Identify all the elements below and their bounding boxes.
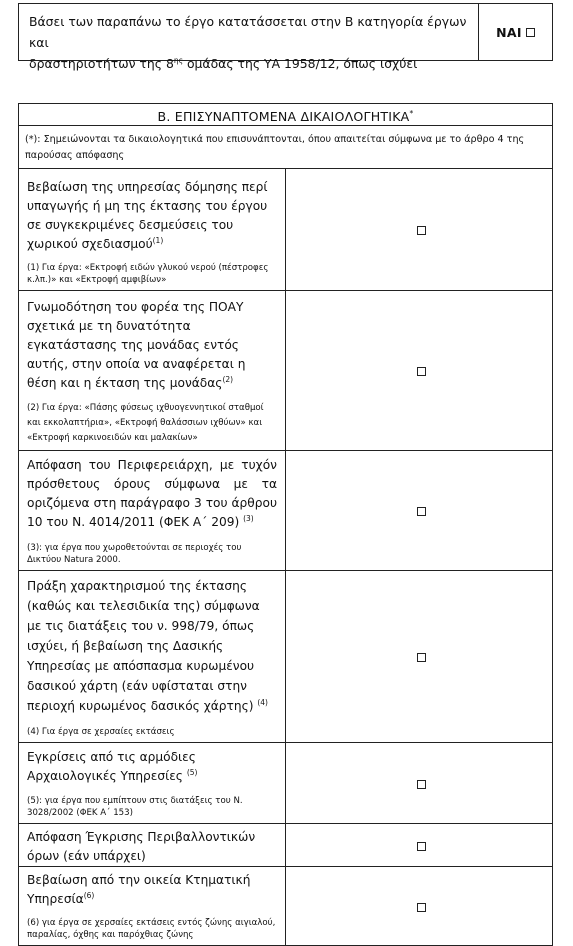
checkbox-cell: [286, 571, 553, 743]
row-content: [19, 451, 286, 571]
classification-text: [19, 4, 479, 71]
footnote-ref: (5): [186, 767, 198, 777]
classification-sup: ης: [173, 55, 183, 65]
table-row: [19, 824, 553, 867]
checkbox-cell: [286, 169, 553, 291]
row-checkbox[interactable]: [417, 780, 426, 789]
checkbox-cell: [286, 867, 553, 946]
classification-line-2a: δραστηριοτήτων της 8: [29, 56, 174, 71]
row-footnote: (2) Για έργα: «Πάσης φύσεως ιχθυογεννητικοί σταθμοί και εκκολαπτήρια», «Εκτροφή θαλάσσιων ιχθύων» και «Εκτροφή καρκινοειδών και μαλακίων»: [27, 403, 264, 443]
section-header-row: [19, 104, 553, 126]
row-content: [19, 291, 286, 451]
row-footnote: (5): για έργα που εμπίπτουν στις διατάξεις του Ν. 3028/2002 (ΦΕΚ Α΄ 153): [27, 796, 243, 818]
row-content: [19, 169, 286, 291]
yes-checkbox[interactable]: [526, 28, 535, 37]
section-note-cell: [19, 126, 553, 169]
yes-label: ΝΑΙ: [496, 24, 522, 40]
row-content: [19, 743, 286, 824]
table-row: [19, 451, 553, 571]
section-note: (*): Σημειώνονται τα δικαιολογητικά που επισυνάπτονται, όπου απαιτείται σύμφωνα με το άρθρο 4 της παρούσας απόφασης: [25, 134, 525, 161]
table-row: [19, 743, 553, 824]
row-checkbox[interactable]: [417, 842, 426, 851]
row-main-label: Απόφαση του Περιφερειάρχη, με τυχόν πρόσθετους όρους σύμφωνα με τα οριζόμενα στη παράγραφο 3 του άρθρου 10 του Ν. 4014/2011 (ΦΕΚ Α΄ 209): [27, 458, 277, 529]
table-row: [19, 867, 553, 946]
row-main-label: Γνωμοδότηση του φορέα της ΠΟΑΥ σχετικά με τη δυνατότητα εγκατάστασης της μονάδας εντός αυτής, στην οποία να αναφέρεται η θέση και η έκταση της μονάδας: [27, 300, 246, 390]
checkbox-cell: [286, 743, 553, 824]
section-title-text: Β. ΕΠΙΣΥΝΑΠΤΟΜΕΝΑ ΔΙΚΑΙΟΛΟΓΗΤΙΚΑ: [157, 109, 410, 124]
row-footnote: (4) Για έργα σε χερσαίες εκτάσεις: [27, 727, 175, 737]
row-main-label: Απόφαση Έγκρισης Περιβαλλοντικών όρων (εάν υπάρχει): [27, 830, 256, 863]
row-main-text: [19, 451, 285, 542]
row-footnote: (1) Για έργα: «Εκτροφή ειδών γλυκού νερού (πέστροφες κ.λπ.)» και «Εκτροφή αμφιβίων»: [27, 263, 269, 285]
table-row: [19, 291, 553, 451]
checkbox-cell: [286, 451, 553, 571]
yes-cell: [479, 4, 552, 60]
row-checkbox[interactable]: [417, 367, 426, 376]
classification-line-1: Βάσει των παραπάνω το έργο κατατάσσεται στην Β κατηγορία έργων και: [29, 14, 467, 50]
row-footnote: (3): για έργα που χωροθετούνται σε περιοχές του Δικτύου Natura 2000.: [27, 543, 242, 565]
checkbox-cell: [286, 291, 553, 451]
row-footnote: (6) για έργα σε χερσαίες εκτάσεις εντός ζώνης αιγιαλού, παραλίας, όχθης και παρόχθιας ζώνης: [27, 918, 276, 940]
row-main-text: [19, 867, 285, 917]
section-note-row: [19, 126, 553, 169]
row-main-text: [19, 824, 285, 866]
table-row: [19, 571, 553, 743]
row-main-label: Βεβαίωση από την οικεία Κτηματική Υπηρεσία: [27, 873, 251, 906]
row-main-text: [19, 291, 285, 401]
row-main-text: [19, 743, 285, 795]
footnote-ref: (3): [243, 513, 254, 523]
classification-line-2b: ομάδας της ΥΑ 1958/12, όπως ισχύει: [183, 56, 418, 71]
row-content: [19, 571, 286, 743]
table-row: [19, 169, 553, 291]
row-checkbox[interactable]: [417, 226, 426, 235]
classification-box: [18, 3, 553, 71]
row-main-label: Πράξη χαρακτηρισμού της έκτασης (καθώς και τελεσιδικία της) σύμφωνα με τις διατάξεις του ν. 998/79, όπως ισχύει, ή βεβαίωση της Δασικής Υπηρεσίας με απόσπασμα κυρωμένου δασικού χάρτη (εάν υφίσταται στην περιοχή κυρωμένος δασικός χάρτης): [27, 579, 260, 713]
row-main-text: [19, 571, 285, 726]
row-checkbox[interactable]: [417, 903, 426, 912]
row-main-label: Βεβαίωση της υπηρεσίας δόμησης περί υπαγωγής ή μη της έκτασης του έργου σε συγκεκριμένες δεσμεύσεις του χωρικού σχεδιασμού: [27, 180, 268, 251]
row-content: [19, 824, 286, 867]
footnote-ref: (1): [152, 235, 164, 245]
footnote-ref: (4): [257, 697, 268, 707]
section-title-sup: *: [409, 108, 414, 118]
row-checkbox[interactable]: [417, 653, 426, 662]
attachments-table: [18, 103, 553, 946]
footnote-ref: (6): [83, 890, 95, 900]
footnote-ref: (2): [222, 374, 234, 384]
checkbox-cell: [286, 824, 553, 867]
row-content: [19, 867, 286, 946]
section-header-cell: [19, 104, 553, 126]
row-main-text: [19, 169, 285, 262]
section-title: [19, 104, 552, 125]
row-main-label: Εγκρίσεις από τις αρμόδιες Αρχαιολογικές Υπηρεσίες: [27, 750, 196, 783]
row-checkbox[interactable]: [417, 507, 426, 516]
